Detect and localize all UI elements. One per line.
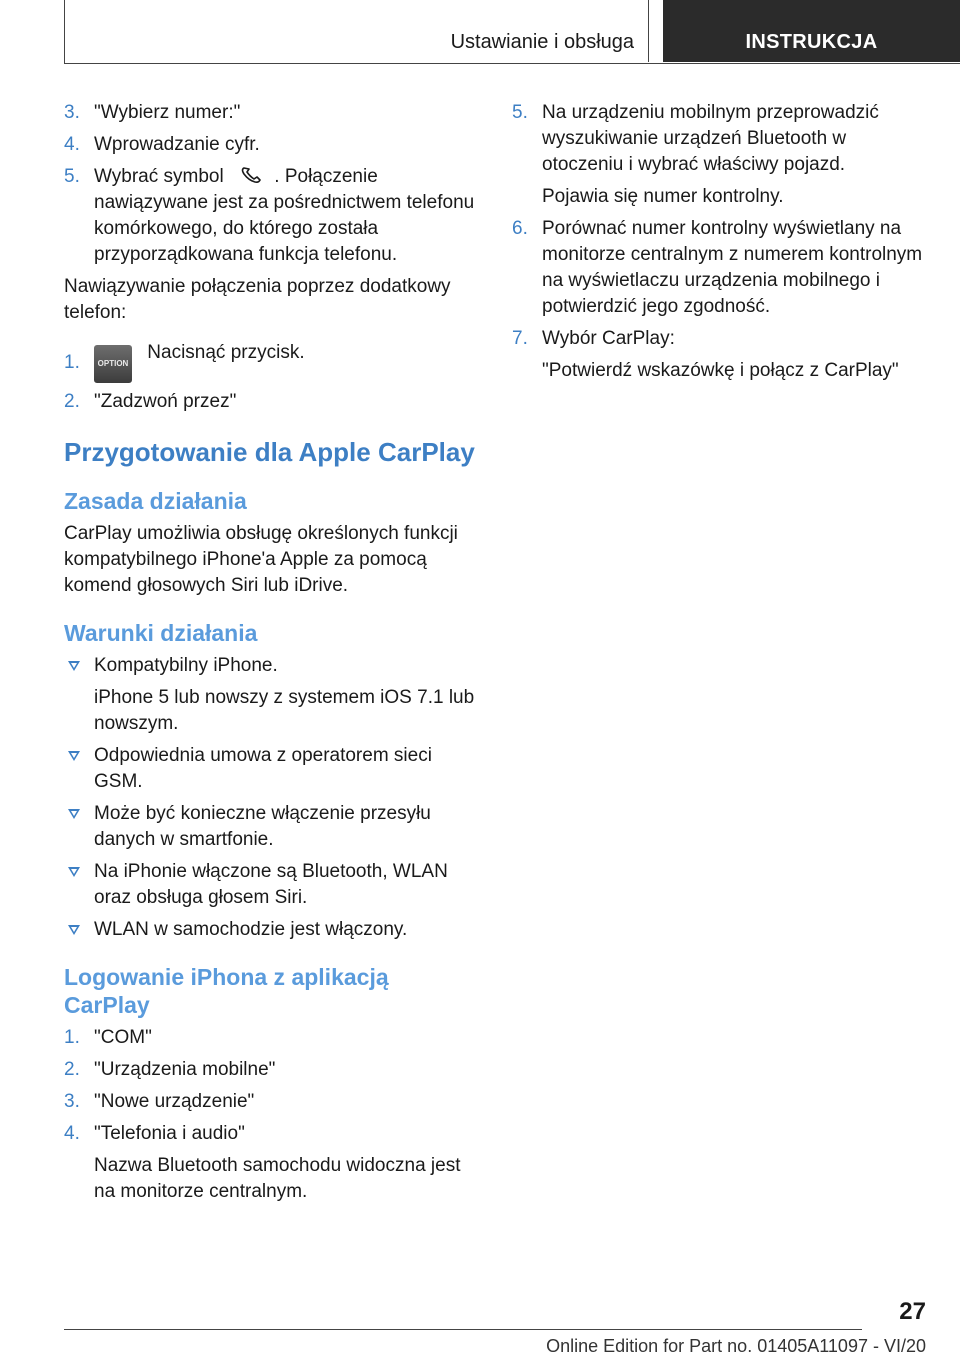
list-item xyxy=(64,1089,478,1115)
page-header xyxy=(64,0,960,64)
step-text: Nacisnąć przycisk. xyxy=(147,342,305,363)
step-text: "Wybierz numer:" xyxy=(94,102,241,123)
condition-text: Na iPhonie włączone są Bluetooth, WLAN oraz obsługa głosem Siri. xyxy=(94,861,448,908)
list-item xyxy=(512,326,930,384)
step-number: 4. xyxy=(64,134,80,155)
step-text: Na urządzeniu mobilnym przeprowadzić wyszukiwanie urządzeń Bluetooth w otoczeniu i wybrać właściwy pojazd. xyxy=(542,102,879,175)
list-item xyxy=(512,216,930,320)
list-item xyxy=(64,389,478,415)
header-doc-label: INSTRUKCJA xyxy=(663,0,960,62)
list-item xyxy=(64,801,478,853)
footer-edition: Online Edition for Part no. 01405A11097 - VI/20 xyxy=(546,1336,926,1356)
left-column xyxy=(64,100,478,1211)
step-number: 2. xyxy=(64,1059,80,1080)
list-item xyxy=(64,132,478,158)
triangle-bullet-icon xyxy=(68,751,80,761)
principle-paragraph: CarPlay umożliwia obsługę określonych funkcji kompatybilnego iPhone'a Apple za pomocą komend głosowych Siri lub iDrive. xyxy=(64,523,458,596)
step-subtext: Nazwa Bluetooth samochodu widoczna jest na monitorze centralnym. xyxy=(94,1155,461,1202)
list-item xyxy=(64,100,478,126)
step-text: "Zadzwoń przez" xyxy=(94,391,237,412)
list-item xyxy=(512,100,930,210)
list-item xyxy=(64,340,478,383)
list-item xyxy=(64,653,478,737)
section-heading-carplay: Przygotowanie dla Apple CarPlay xyxy=(64,437,475,467)
option-button-icon: OPTION xyxy=(94,345,132,383)
triangle-bullet-icon xyxy=(68,661,80,671)
list-item xyxy=(64,1121,478,1205)
step-number: 1. xyxy=(64,352,80,373)
step-number: 3. xyxy=(64,102,80,123)
subheading-principle: Zasada działania xyxy=(64,488,247,514)
step-number: 5. xyxy=(512,102,528,123)
step-text: "Nowe urządzenie" xyxy=(94,1091,255,1112)
step-subtext: "Potwierdź wskazówkę i połącz z CarPlay" xyxy=(542,360,899,381)
triangle-bullet-icon xyxy=(68,809,80,819)
condition-text: WLAN w samochodzie jest włączony. xyxy=(94,919,408,940)
step-text: "Urządzenia mobilne" xyxy=(94,1059,276,1080)
step-text: Wybór CarPlay: xyxy=(542,328,675,349)
step-number: 1. xyxy=(64,1027,80,1048)
subheading-conditions: Warunki działania xyxy=(64,620,258,646)
paragraph-additional-phone: Nawiązywanie połączenia poprzez dodatkowy telefon: xyxy=(64,276,451,323)
list-item xyxy=(64,1025,478,1051)
list-item xyxy=(64,1057,478,1083)
triangle-bullet-icon xyxy=(68,925,80,935)
step-text: "COM" xyxy=(94,1027,152,1048)
step-number: 3. xyxy=(64,1091,80,1112)
step-text: Wybrać symbol xyxy=(94,166,224,187)
condition-text: Odpowiednia umowa z operatorem sieci GSM. xyxy=(94,745,432,792)
step-text: . Połączenie nawiązywane jest za pośrednictwem telefonu komórkowego, do którego została przyporządkowana funkcja telefonu. xyxy=(94,166,475,265)
step-text: Wprowadzanie cyfr. xyxy=(94,134,260,155)
list-item xyxy=(64,859,478,911)
page-number: 27 xyxy=(899,1298,926,1325)
list-item xyxy=(64,917,478,943)
step-number: 4. xyxy=(64,1123,80,1144)
step-number: 5. xyxy=(64,166,80,187)
condition-text: Może być konieczne włączenie przesyłu danych w smartfonie. xyxy=(94,803,431,850)
right-column xyxy=(512,100,930,390)
triangle-bullet-icon xyxy=(68,867,80,877)
list-item xyxy=(64,743,478,795)
step-subtext: Pojawia się numer kontrolny. xyxy=(542,186,784,207)
step-text: Porównać numer kontrolny wyświetlany na monitorze centralnym z numerem kontrolnym na wyświetlaczu urządzenia mobilnego i potwierdzić jego zgodność. xyxy=(542,218,923,317)
header-section-title: Ustawianie i obsługa xyxy=(65,0,649,62)
step-text: "Telefonia i audio" xyxy=(94,1123,245,1144)
phone-handset-icon xyxy=(239,165,265,185)
list-item xyxy=(64,164,478,268)
step-number: 7. xyxy=(512,328,528,349)
condition-text: Kompatybilny iPhone. xyxy=(94,655,278,676)
subheading-login: Logowanie iPhona z aplikacją CarPlay xyxy=(64,964,389,1018)
condition-subtext: iPhone 5 lub nowszy z systemem iOS 7.1 lub nowszym. xyxy=(94,687,475,734)
step-number: 2. xyxy=(64,391,80,412)
footer-divider xyxy=(64,1329,862,1330)
step-number: 6. xyxy=(512,218,528,239)
